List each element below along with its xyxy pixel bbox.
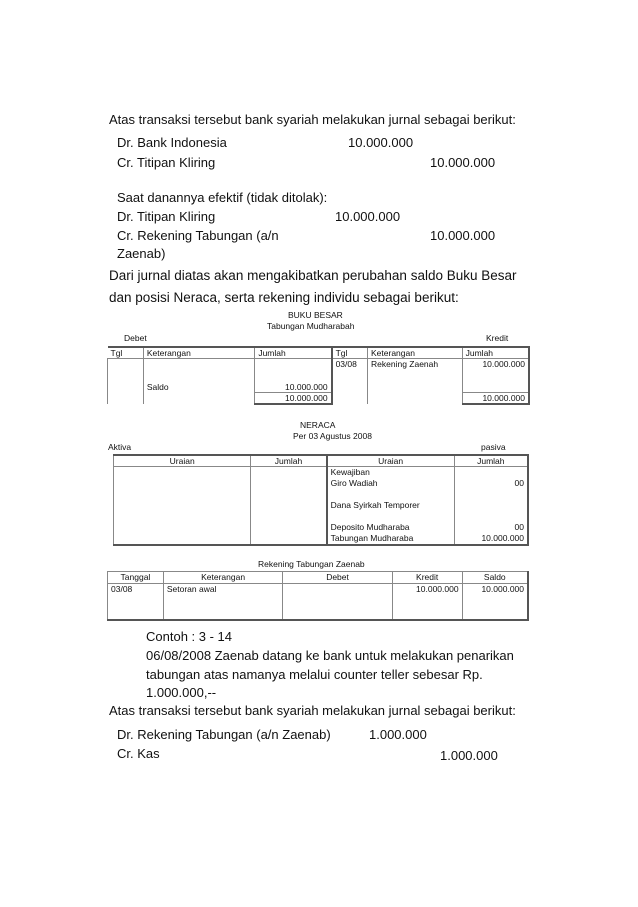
neraca-aktiva: Aktiva — [108, 442, 132, 452]
neraca-table — [113, 454, 529, 546]
neraca-title: NERACA — [300, 420, 336, 430]
buku-besar-table — [107, 346, 530, 405]
contoh-line-1: 06/08/2008 Zaenab datang ke bank untuk melakukan penarikan — [146, 648, 514, 663]
bb-head-ket-1: Keterangan — [143, 347, 254, 359]
bb-head-tgl-2: Tgl — [332, 347, 368, 359]
journal1-credit-amount: 10.000.000 — [430, 155, 496, 170]
intro-text-1: Atas transaksi tersebut bank syariah melakukan jurnal sebagai berikut: — [109, 112, 516, 127]
rek-row-debet — [283, 584, 392, 620]
journal1-debit-amount: 10.000.000 — [348, 135, 414, 150]
journal2-credit-label-cont: Zaenab) — [117, 246, 166, 261]
bb-saldo-label: Saldo — [143, 382, 254, 393]
rek-row-keterangan: Setoran awal — [163, 584, 282, 620]
neraca-head-jumlah-1: Jumlah — [251, 455, 327, 467]
bb-head-ket-2: Keterangan — [368, 347, 463, 359]
journal2-debit-label: Dr. Titipan Kliring — [117, 209, 216, 224]
neraca-giro-amount: 00 — [514, 477, 524, 488]
rek-head-debet: Debet — [283, 572, 392, 584]
buku-besar-title: BUKU BESAR — [288, 310, 343, 320]
journal3-credit-amount: 1.000.000 — [440, 748, 498, 763]
bb-head-jml-2: Jumlah — [462, 347, 529, 359]
bb-right-date: 03/08 — [332, 359, 368, 382]
buku-besar-debet: Debet — [124, 333, 147, 343]
neraca-deposito: Deposito Mudharaba — [327, 522, 455, 533]
neraca-tabungan-amount: 10.000.000 — [481, 532, 524, 543]
journal3-credit-label: Cr. Kas — [117, 746, 160, 761]
contoh-title: Contoh : 3 - 14 — [146, 629, 232, 644]
neraca-head-jumlah-2: Jumlah — [477, 456, 505, 466]
rek-head-kredit: Kredit — [392, 572, 462, 584]
neraca-head-uraian-1: Uraian — [114, 455, 251, 467]
neraca-tabungan: Tabungan Mudharaba — [327, 533, 455, 544]
rek-head-saldo: Saldo — [462, 572, 528, 584]
neraca-head-uraian-2: Uraian — [327, 455, 455, 467]
neraca-kewajiban: Kewajiban — [327, 467, 455, 478]
rek-row-tanggal: 03/08 — [108, 584, 164, 620]
journal2-credit-label: Cr. Rekening Tabungan (a/n — [117, 228, 279, 243]
bb-right-amount: 10.000.000 — [462, 359, 529, 382]
journal3-debit-label: Dr. Rekening Tabungan (a/n Zaenab) — [117, 727, 331, 742]
intro-text-2: Atas transaksi tersebut bank syariah melakukan jurnal sebagai berikut: — [109, 703, 516, 718]
bb-head-tgl-1: Tgl — [108, 347, 144, 359]
neraca-deposito-amount: 00 — [514, 521, 524, 532]
bb-saldo-amount: 10.000.000 — [255, 382, 332, 393]
buku-besar-subtitle: Tabungan Mudharabah — [267, 321, 355, 331]
neraca-giro: Giro Wadiah — [327, 478, 455, 489]
buku-besar-kredit: Kredit — [486, 333, 509, 343]
rek-head-tanggal: Tanggal — [108, 572, 164, 584]
journal2-debit-amount: 10.000.000 — [335, 209, 401, 224]
rekening-table — [107, 571, 529, 621]
rek-row-saldo: 10.000.000 — [481, 584, 524, 594]
contoh-line-2: tabungan atas namanya melalui counter teller sebesar Rp. — [146, 667, 483, 682]
bb-right-desc: Rekening Zaenah — [368, 359, 463, 382]
neraca-dana: Dana Syirkah Temporer — [327, 500, 455, 511]
journal1-debit-label: Dr. Bank Indonesia — [117, 135, 227, 150]
rek-row-kredit: 10.000.000 — [392, 584, 462, 620]
contoh-line-3: 1.000.000,-- — [146, 685, 217, 700]
rek-head-keterangan: Keterangan — [163, 572, 282, 584]
paragraph-line-1: Dari jurnal diatas akan mengakibatkan perubahan saldo Buku Besar — [109, 268, 517, 283]
journal2-credit-amount: 10.000.000 — [430, 228, 496, 243]
neraca-pasiva: pasiva — [481, 442, 506, 452]
journal2-intro: Saat danannya efektif (tidak ditolak): — [117, 190, 328, 205]
rekening-title: Rekening Tabungan Zaenab — [258, 559, 365, 569]
journal3-debit-amount: 1.000.000 — [369, 727, 427, 742]
bb-head-jml-1: Jumlah — [255, 347, 332, 359]
bb-total-left: 10.000.000 — [255, 393, 332, 405]
paragraph-line-2: dan posisi Neraca, serta rekening individu sebagai berikut: — [109, 290, 459, 305]
neraca-subtitle: Per 03 Agustus 2008 — [293, 431, 372, 441]
journal1-credit-label: Cr. Titipan Kliring — [117, 155, 216, 170]
bb-total-right: 10.000.000 — [462, 393, 529, 405]
